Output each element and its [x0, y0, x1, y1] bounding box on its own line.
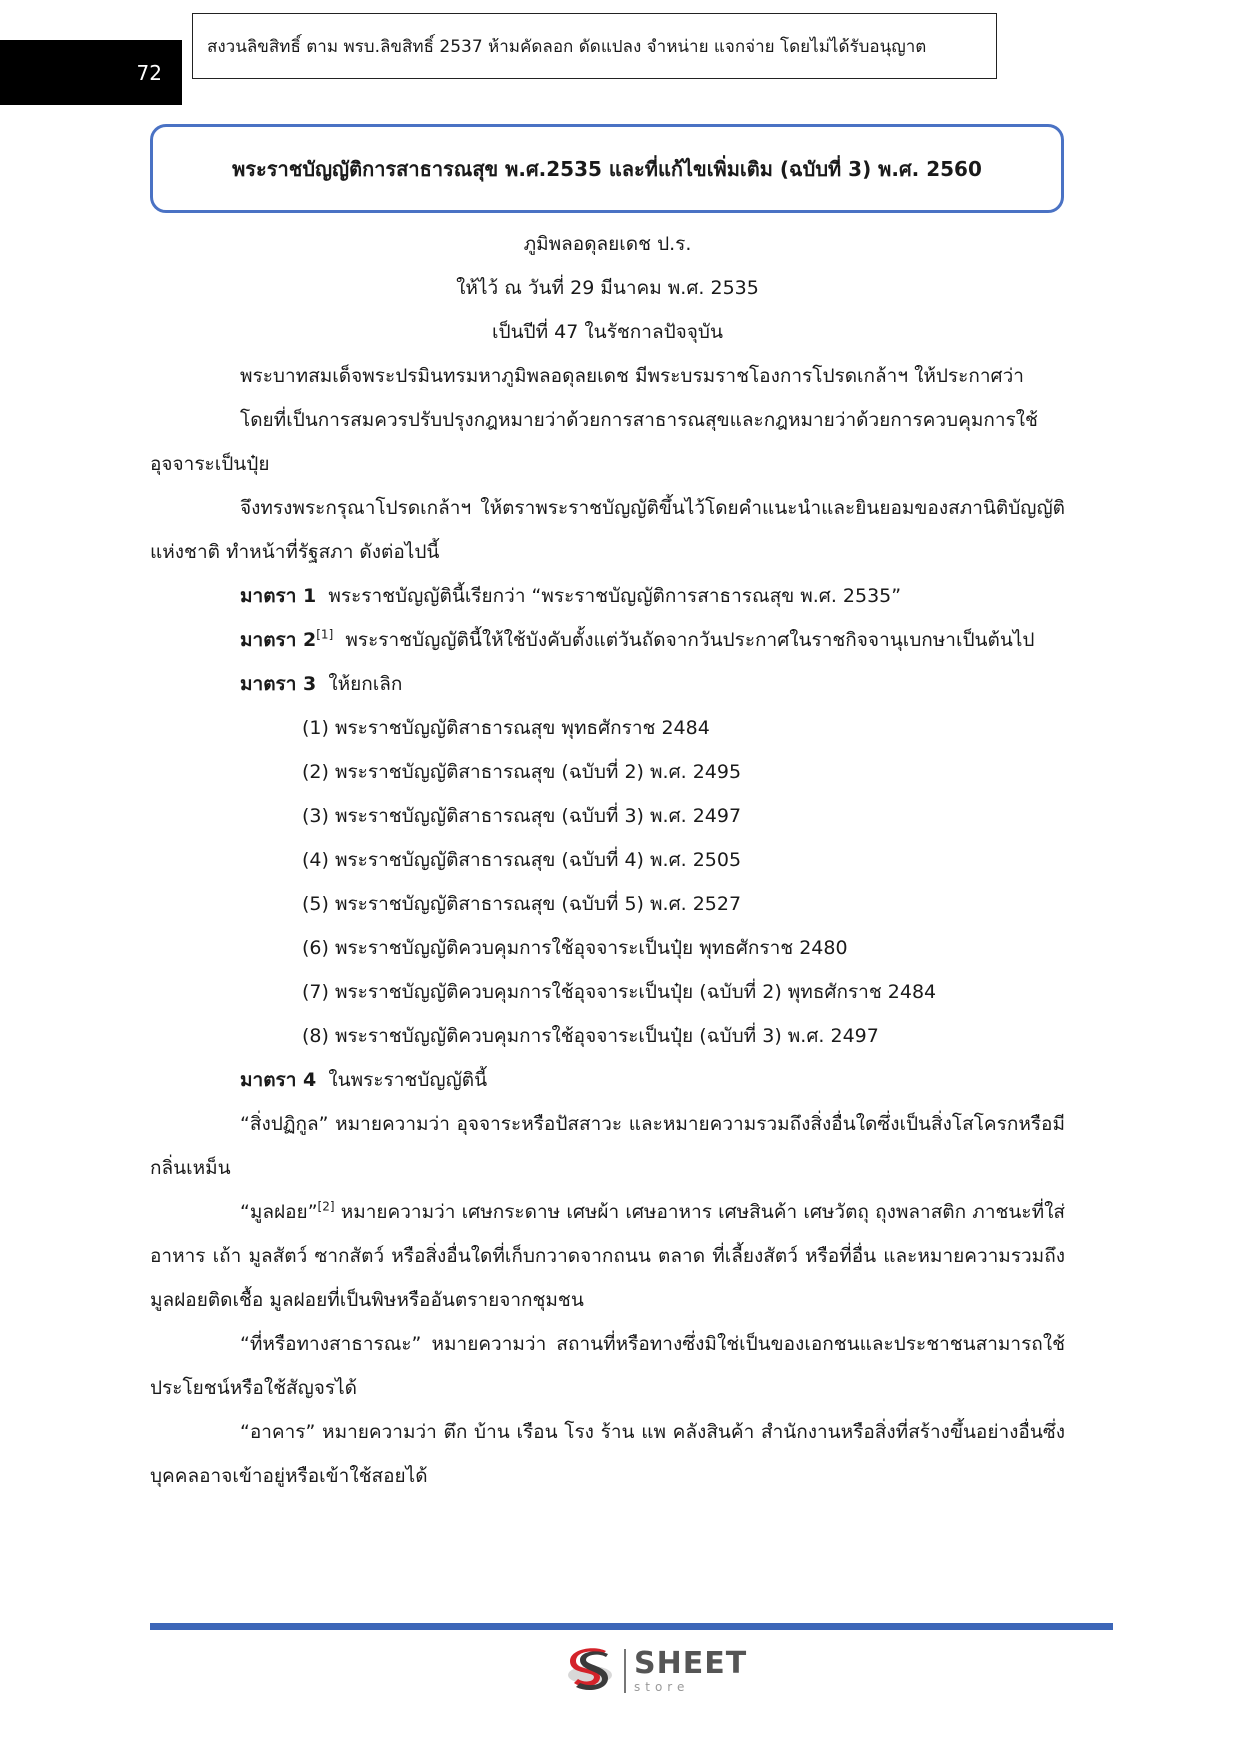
- section-4-text: ในพระราชบัญญัตินี้: [328, 1069, 488, 1091]
- paragraph-reason: โดยที่เป็นการสมควรปรับปรุงกฎหมายว่าด้วยการสาธารณสุขและกฎหมายว่าด้วยการควบคุมการใช้อุจจาระเป็นปุ๋ย: [150, 409, 1038, 475]
- repealed-act-item: (8) พระราชบัญญัติควบคุมการใช้อุจจาระเป็นปุ๋ย (ฉบับที่ 3) พ.ศ. 2497: [302, 1025, 879, 1047]
- page-number: [0, 40, 182, 105]
- copyright-notice: [192, 13, 997, 79]
- logo-separator: [624, 1649, 626, 1693]
- definition-building: “อาคาร” หมายความว่า ตึก บ้าน เรือน โรง ร้าน แพ คลังสินค้า สำนักงานหรือสิ่งที่สร้างขึ้นอย่างอื่นซึ่งบุคคลอาจเข้าอยู่หรือเข้าใช้สอยได้: [150, 1421, 1065, 1487]
- section-1-text: พระราชบัญญัตินี้เรียกว่า “พระราชบัญญัติการสาธารณสุข พ.ศ. 2535”: [328, 585, 902, 607]
- logo-subtitle: store: [634, 1680, 690, 1694]
- paragraph-announce: พระบาทสมเด็จพระปรมินทรมหาภูมิพลอดุลยเดช มีพระบรมราชโองการโปรดเกล้าฯ ให้ประกาศว่า: [240, 365, 1024, 387]
- section-3: [150, 662, 1065, 706]
- repealed-act-item: (1) พระราชบัญญัติสาธารณสุข พุทธศักราช 2484: [302, 717, 710, 739]
- section-2-label: มาตรา 2: [240, 629, 317, 651]
- repealed-act-item: (3) พระราชบัญญัติสาธารณสุข (ฉบับที่ 3) พ.ศ. 2497: [302, 805, 742, 827]
- footer-divider: [150, 1623, 1113, 1630]
- section-1: [150, 574, 1065, 618]
- section-3-text: ให้ยกเลิก: [328, 673, 403, 695]
- paragraph-enact: จึงทรงพระกรุณาโปรดเกล้าฯ ให้ตราพระราชบัญญัติขึ้นไว้โดยคำแนะนำและยินยอมของสภานิติบัญญัติแห่งชาติ ทำหน้าที่รัฐสภา ดังต่อไปนี้: [150, 497, 1065, 563]
- footnote-ref-1: [1]: [316, 627, 334, 642]
- section-2: [150, 618, 1065, 662]
- preamble-king: ภูมิพลอดุลยเดช ป.ร.: [523, 233, 692, 255]
- definition-garbage: [150, 1190, 1065, 1322]
- definition-garbage-text: หมายความว่า เศษกระดาษ เศษผ้า เศษอาหาร เศษสินค้า เศษวัตถุ ถุงพลาสติก ภาชนะที่ใส่อาหาร เถ้า มูลสัตว์ ซากสัตว์ หรือสิ่งอื่นใดที่เก็บกวาดจากถนน ตลาด ที่เลี้ยงสัตว์ หรือที่อื่น และหมายความรวมถึงมูลฝอยติดเชื้อ มูลฝอยที่เป็นพิษหรืออันตรายจากชุมชน: [150, 1201, 1065, 1311]
- logo-name: SHEET: [634, 1646, 748, 1681]
- repealed-act-item: (2) พระราชบัญญัติสาธารณสุข (ฉบับที่ 2) พ.ศ. 2495: [302, 761, 742, 783]
- repealed-act-item: (6) พระราชบัญญัติควบคุมการใช้อุจจาระเป็นปุ๋ย พุทธศักราช 2480: [302, 937, 848, 959]
- definition-waste-matter: “สิ่งปฏิกูล” หมายความว่า อุจจาระหรือปัสสาวะ และหมายความรวมถึงสิ่งอื่นใดซึ่งเป็นสิ่งโสโครกหรือมีกลิ่นเหม็น: [150, 1113, 1065, 1179]
- section-4: [150, 1058, 1065, 1102]
- repealed-act-item: (4) พระราชบัญญัติสาธารณสุข (ฉบับที่ 4) พ.ศ. 2505: [302, 849, 742, 871]
- preamble-reign: เป็นปีที่ 47 ในรัชกาลปัจจุบัน: [492, 321, 723, 343]
- section-2-text: พระราชบัญญัตินี้ให้ใช้บังคับตั้งแต่วันถัดจากวันประกาศในราชกิจจานุเบกษาเป็นต้นไป: [345, 629, 1035, 651]
- definition-public-place: “ที่หรือทางสาธารณะ” หมายความว่า สถานที่หรือทางซึ่งมิใช่เป็นของเอกชนและประชาชนสามารถใช้ประโยชน์หรือใช้สัญจรได้: [150, 1333, 1065, 1399]
- section-3-label: มาตรา 3: [240, 673, 317, 695]
- logo-wordmark: [634, 1646, 748, 1694]
- definition-garbage-term: “มูลฝอย”: [240, 1201, 318, 1223]
- document-body: [150, 222, 1065, 1498]
- preamble-date: ให้ไว้ ณ วันที่ 29 มีนาคม พ.ศ. 2535: [456, 277, 759, 299]
- section-4-label: มาตรา 4: [240, 1069, 317, 1091]
- section-1-label: มาตรา 1: [240, 585, 317, 607]
- repealed-act-item: (7) พระราชบัญญัติควบคุมการใช้อุจจาระเป็นปุ๋ย (ฉบับที่ 2) พุทธศักราช 2484: [302, 981, 937, 1003]
- document-title-text: พระราชบัญญัติการสาธารณสุข พ.ศ.2535 และที่แก้ไขเพิ่มเติม (ฉบับที่ 3) พ.ศ. 2560: [232, 156, 982, 181]
- repealed-act-item: (5) พระราชบัญญัติสาธารณสุข (ฉบับที่ 5) พ.ศ. 2527: [302, 893, 742, 915]
- page-number-text: 72: [136, 60, 162, 85]
- copyright-text: สงวนลิขสิทธิ์ ตาม พรบ.ลิขสิทธิ์ 2537 ห้ามคัดลอก ดัดแปลง จำหน่าย แจกจ่าย โดยไม่ได้รับอนุญาต: [207, 36, 927, 57]
- footnote-ref-2: [2]: [317, 1199, 335, 1214]
- sheet-store-logo: [564, 1643, 747, 1699]
- sheet-store-logo-icon: [564, 1645, 616, 1697]
- document-title: [150, 124, 1064, 213]
